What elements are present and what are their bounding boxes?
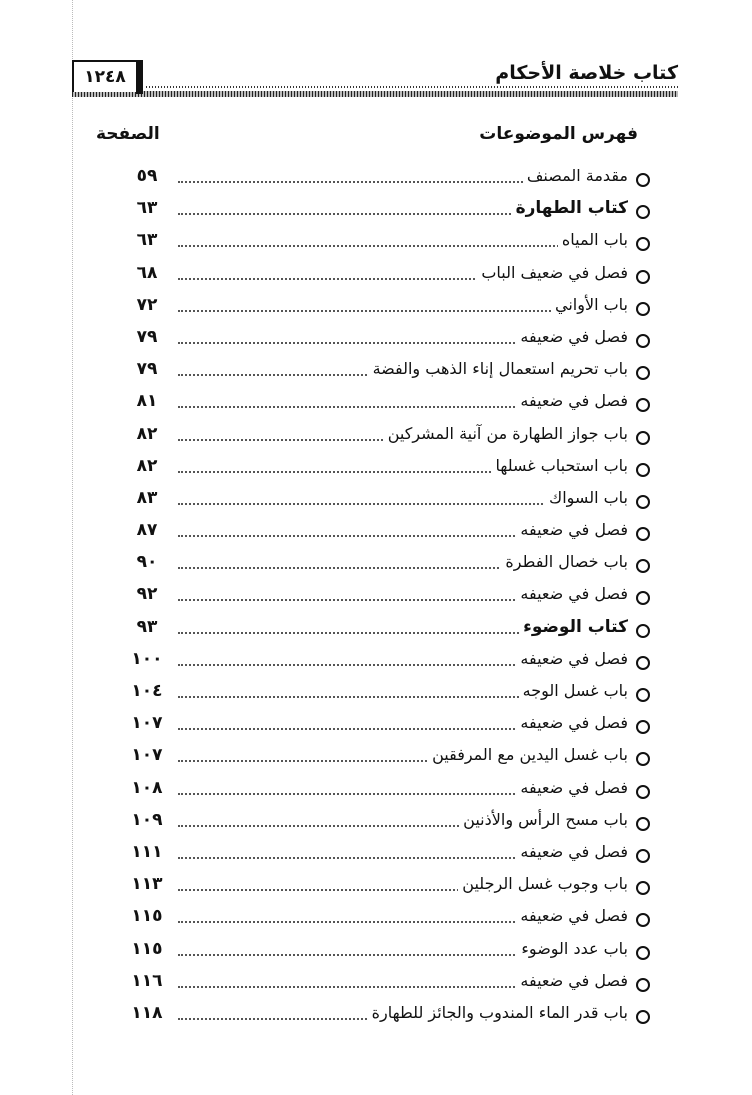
toc-entry-title: باب الأواني: [551, 295, 628, 314]
circle-bullet-icon: [636, 270, 650, 284]
circle-bullet-icon: [636, 366, 650, 380]
toc-entry-title: فصل في ضعيفه: [516, 713, 628, 732]
toc-entry: [110, 582, 650, 614]
toc-entry-page: ١٠٤: [131, 681, 163, 701]
toc-entry-title: باب تحريم استعمال إناء الذهب والفضة: [369, 359, 628, 378]
toc-entry-title: فصل في ضعيفه: [516, 520, 628, 539]
toc-entry-title: فصل في ضعيفه: [516, 327, 628, 346]
toc-entry-page: ١١٥: [131, 938, 163, 959]
toc-entry-title: باب غسل اليدين مع المرفقين: [428, 745, 628, 764]
circle-bullet-icon: [636, 978, 650, 992]
toc-entry: [110, 486, 650, 518]
dot-leader: [178, 245, 622, 247]
toc-entry-title: فصل في ضعيفه: [516, 584, 628, 603]
toc-heading: فهرس الموضوعات: [479, 124, 638, 144]
circle-bullet-icon: [636, 1010, 650, 1024]
toc-entry-page: ٩٠: [136, 552, 158, 573]
toc-entry: [110, 357, 650, 389]
toc-entry: [110, 904, 650, 936]
circle-bullet-icon: [636, 817, 650, 831]
circle-bullet-icon: [636, 173, 650, 187]
toc-entry-title: باب استحباب غسلها: [491, 456, 628, 475]
toc-entry-title: كتاب الوضوء: [519, 617, 628, 637]
toc-entry-page: ٩٢: [136, 584, 158, 605]
toc-entry-title: باب السواك: [545, 488, 628, 507]
toc-entry-page: ١١٥: [131, 906, 163, 927]
toc-entry-page: ٨٢: [136, 423, 158, 444]
toc-entry-title: فصل في ضعيفه: [516, 778, 628, 797]
toc-entry-title: باب خصال الفطرة: [501, 552, 628, 571]
toc-entry: [110, 164, 650, 196]
toc-entry-page: ٨١: [136, 391, 158, 412]
circle-bullet-icon: [636, 205, 650, 219]
toc-entry-page: ١٠٧: [131, 713, 163, 734]
page-fold-line: [72, 0, 73, 1095]
toc-entry-page: ٨٢: [136, 455, 158, 476]
toc-entry: [110, 518, 650, 550]
circle-bullet-icon: [636, 688, 650, 702]
toc-entry: [110, 969, 650, 1001]
toc-entry-page: ١١١: [131, 841, 163, 862]
toc-entry-page: ٧٩: [136, 359, 158, 380]
toc-entry-title: باب غسل الوجه: [519, 681, 628, 700]
toc-entry: [110, 389, 650, 421]
toc-entry-page: ١٠٠: [131, 648, 163, 669]
toc-entry-page: ٨٣: [136, 487, 158, 508]
circle-bullet-icon: [636, 913, 650, 927]
toc-entry-title: كتاب الطهارة: [512, 198, 628, 218]
circle-bullet-icon: [636, 237, 650, 251]
toc-entry-title: فصل في ضعيف الباب: [477, 263, 628, 282]
toc-entry-title: باب مسح الرأس والأذنين: [459, 810, 628, 829]
toc-entry: [110, 261, 650, 293]
toc-entry-page: ٧٩: [136, 326, 158, 347]
circle-bullet-icon: [636, 527, 650, 541]
toc-entry-title: باب قدر الماء المندوب والجائز للطهارة: [368, 1003, 628, 1022]
toc-entry: [110, 840, 650, 872]
toc-entry-page: ١٠٨: [131, 777, 163, 798]
page-number-box: [72, 60, 138, 92]
toc-entry-page: ١٠٧: [131, 745, 163, 766]
page-header: [72, 60, 678, 100]
circle-bullet-icon: [636, 302, 650, 316]
header-rule-top: [146, 86, 678, 88]
toc-entry: [110, 743, 650, 775]
column-headings: [96, 124, 638, 152]
toc-entry: [110, 711, 650, 743]
page-number: ١٢٤٨: [84, 67, 126, 87]
toc-entry-title: باب جواز الطهارة من آنية المشركين: [384, 424, 628, 443]
circle-bullet-icon: [636, 591, 650, 605]
circle-bullet-icon: [636, 752, 650, 766]
toc-entry-page: ٦٣: [136, 230, 158, 251]
toc-entry-title: فصل في ضعيفه: [516, 649, 628, 668]
toc-entry: [110, 776, 650, 808]
toc-entry-page: ٦٣: [136, 198, 158, 219]
toc-entry-page: ٥٩: [136, 166, 158, 186]
circle-bullet-icon: [636, 720, 650, 734]
toc-entry-title: باب عدد الوضوء: [517, 939, 628, 958]
toc-entry: [110, 937, 650, 969]
toc-entry: [110, 293, 650, 325]
toc-entry: [110, 872, 650, 904]
circle-bullet-icon: [636, 463, 650, 477]
circle-bullet-icon: [636, 785, 650, 799]
circle-bullet-icon: [636, 398, 650, 412]
toc-entry: [110, 325, 650, 357]
circle-bullet-icon: [636, 946, 650, 960]
page-number-cap: [136, 60, 143, 94]
toc-entry-title: باب وجوب غسل الرجلين: [458, 874, 628, 893]
circle-bullet-icon: [636, 849, 650, 863]
toc-entry-page: ١١٨: [131, 1002, 163, 1023]
pages-heading: الصفحة: [96, 124, 160, 144]
toc-entry-page: ٩٣: [136, 616, 158, 637]
toc-entry: [110, 1001, 650, 1033]
toc-entry-title: فصل في ضعيفه: [516, 906, 628, 925]
circle-bullet-icon: [636, 624, 650, 638]
circle-bullet-icon: [636, 656, 650, 670]
circle-bullet-icon: [636, 559, 650, 573]
toc-entry-page: ١٠٩: [131, 809, 163, 830]
circle-bullet-icon: [636, 334, 650, 348]
toc-entry-page: ٦٨: [136, 262, 158, 283]
toc-entry: [110, 454, 650, 486]
toc-entry: [110, 808, 650, 840]
toc-entry-page: ٨٧: [136, 520, 158, 541]
book-title: كتاب خلاصة الأحكام: [495, 62, 678, 84]
toc-entry-page: ٧٢: [136, 294, 158, 315]
toc-entry: [110, 550, 650, 582]
toc-entry: [110, 422, 650, 454]
toc-entry-title: فصل في ضعيفه: [516, 842, 628, 861]
toc-entry-title: فصل في ضعيفه: [516, 391, 628, 410]
toc-entry: [110, 647, 650, 679]
toc-entry-page: ١١٣: [131, 874, 163, 895]
toc-entry: [110, 228, 650, 260]
toc-entry-page: ١١٦: [131, 970, 163, 991]
circle-bullet-icon: [636, 881, 650, 895]
circle-bullet-icon: [636, 431, 650, 445]
toc-entry-title: مقدمة المصنف: [523, 166, 628, 185]
toc-entry: [110, 196, 650, 228]
header-rule: [72, 91, 678, 97]
toc-entry-title: فصل في ضعيفه: [516, 971, 628, 990]
toc-entry-title: باب المياه: [558, 230, 628, 249]
toc-entry: [110, 679, 650, 711]
toc-entry: [110, 615, 650, 647]
toc-list: [110, 164, 650, 1033]
circle-bullet-icon: [636, 495, 650, 509]
